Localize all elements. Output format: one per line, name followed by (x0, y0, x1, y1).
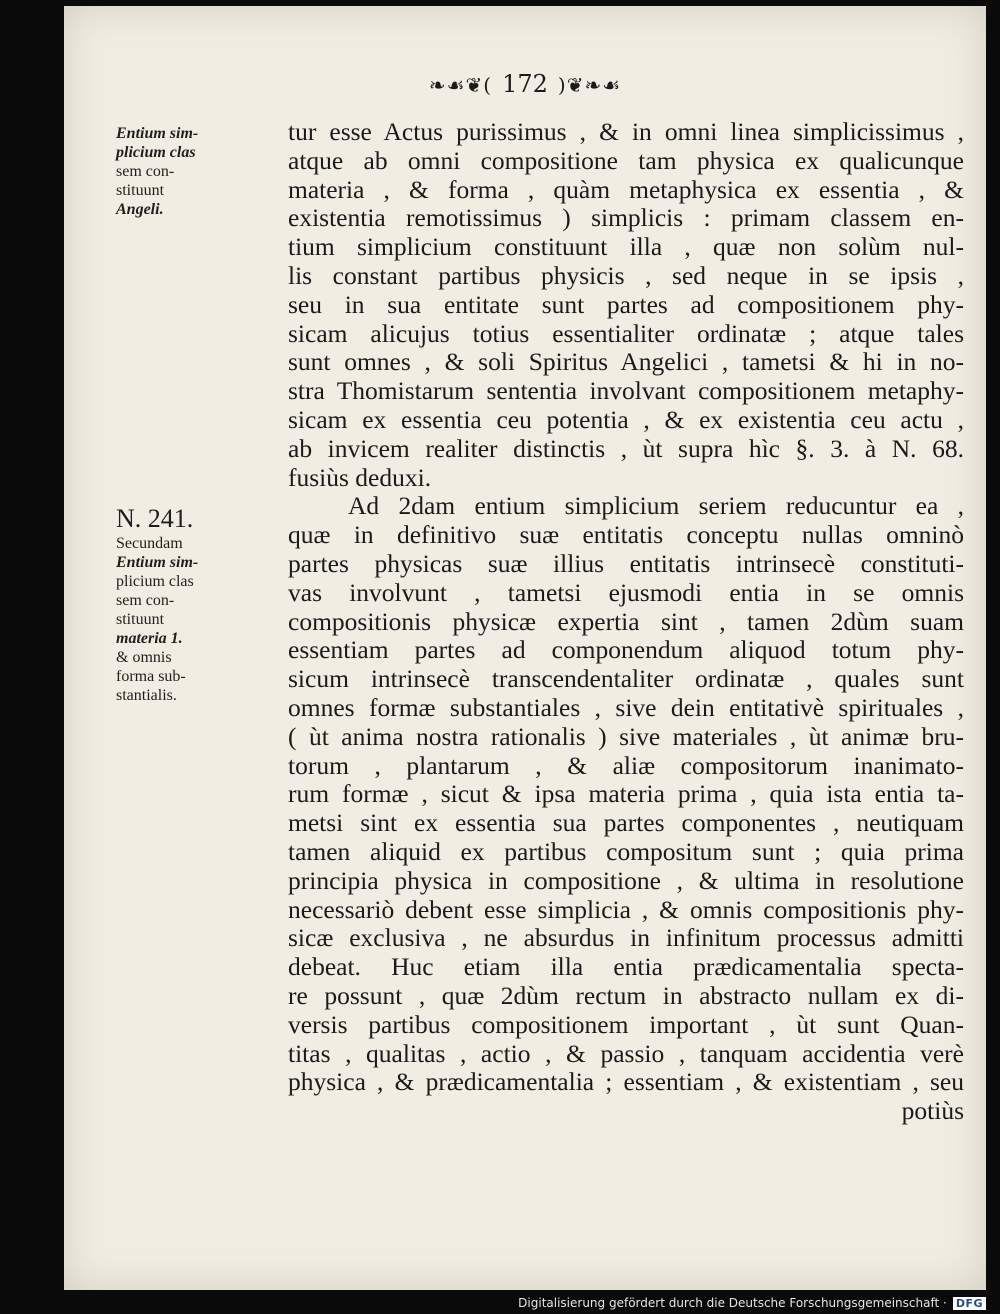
text-line: metsi sint ex essentia sua partes componentes , neutiquam (288, 808, 964, 838)
text-line: titas , qualitas , actio , & passio , tanquam accidentia verè (288, 1038, 964, 1068)
text-line: debeat. Huc etiam illa entia prædicamentalia specta- (288, 952, 964, 982)
margin-note-line: materia 1. (116, 630, 183, 647)
text-line: versis partibus compositionem important , ùt sunt Quan- (288, 1009, 964, 1039)
text-line: tamen aliquid ex partibus compositum sunt ; quia prima (288, 836, 964, 866)
text-line: necessariò debent esse simplicia , & omnis compositionis phy- (288, 894, 964, 924)
main-text (288, 118, 964, 1126)
margin-note-line: stantialis. (116, 687, 177, 704)
text-line: sicum intrinsecè transcendentaliter ordinatæ , quales sunt (288, 664, 964, 694)
text-line: tium simplicium constituunt illa , quæ non solùm nul- (288, 232, 964, 262)
text-line: torum , plantarum , & aliæ compositorum inanimato- (288, 750, 964, 780)
text-line: tur esse Actus purissimus , & in omni linea simplicissimus , (288, 117, 964, 146)
margin-note-angeli (116, 124, 286, 219)
text-line: omnes formæ substantiales , sive dein entitativè spirituales , (288, 692, 964, 722)
margin-note-line: forma sub- (116, 668, 186, 685)
margin-note-n241 (116, 504, 286, 705)
margin-note-line: Angeli. (116, 201, 164, 218)
ornament-right: )❦❧☙ (557, 73, 622, 97)
margin-note-line: stituunt (116, 611, 165, 628)
page-header (64, 70, 986, 98)
text-line: compositionis physicæ expertia sint , tamen 2dùm suam (288, 606, 964, 636)
margin-note-line: plicium clas (116, 573, 194, 590)
ornament-left: ❧☙❦( (428, 73, 493, 97)
margin-note-line: sem con- (116, 592, 175, 609)
footer-credit (518, 1296, 986, 1310)
margin-note-line: Entium sim- (116, 125, 199, 142)
margin-note-ref: N. 241. (116, 504, 194, 533)
margin-note-line: Secundam (116, 535, 183, 552)
text-line: Ad 2dam entium simplicium seriem reducuntur ea , (348, 491, 964, 521)
text-line: lis constant partibus physicis , sed neque in se ipsis , (288, 260, 964, 290)
text-line: sicæ exclusiva , ne absurdus in infinitum processus admitti (288, 923, 964, 953)
margin-note-line: sem con- (116, 163, 175, 180)
text-line: seu in sua entitate sunt partes ad compositionem phy- (288, 289, 964, 319)
document-page (64, 6, 986, 1290)
text-line: sunt omnes , & soli Spiritus Angelici , tametsi & hi in no- (288, 347, 964, 377)
text-line: sicam ex essentia ceu potentia , & ex existentia ceu actu , (288, 404, 964, 434)
page-number: 172 (502, 70, 548, 98)
text-line: materia , & forma , quàm metaphysica ex essentia , & (288, 174, 964, 204)
footer-text: Digitalisierung gefördert durch die Deutsche Forschungsgemeinschaft · (518, 1296, 947, 1310)
text-line: partes physicas suæ illius entitatis intrinsecè constituti- (288, 548, 964, 578)
text-line: quæ in definitivo suæ entitatis conceptu nullas omninò (288, 520, 964, 550)
dfg-logo: DFG (953, 1297, 986, 1310)
text-line: essentiam partes ad componendum aliquod totum phy- (288, 635, 964, 665)
margin-note-line: stituunt (116, 182, 165, 199)
text-line: atque ab omni compositione tam physica ex qualicunque (288, 145, 964, 175)
margin-note-line: & omnis (116, 649, 172, 666)
text-line: physica , & prædicamentalia ; essentiam , & existentiam , seu (288, 1067, 964, 1097)
text-line: stra Thomistarum sententia involvant compositionem metaphy- (288, 376, 964, 406)
text-line: ( ùt anima nostra rationalis ) sive materiales , ùt animæ bru- (288, 721, 964, 751)
text-line: existentia remotissimus ) simplicis : primam classem en- (288, 203, 964, 233)
margin-note-line: plicium clas (116, 144, 196, 161)
catchword: potiùs (901, 1096, 964, 1126)
text-line: principia physica in compositione , & ultima in resolutione (288, 865, 964, 895)
text-line: fusiùs deduxi. (288, 462, 432, 492)
margin-note-line: Entium sim- (116, 554, 199, 571)
text-line: sicam alicujus totius essentialiter ordinatæ ; atque tales (288, 318, 964, 348)
text-line: rum formæ , sicut & ipsa materia prima , quia ista entia ta- (288, 779, 964, 809)
text-line: re possunt , quæ 2dùm rectum in abstracto nullam ex di- (288, 980, 964, 1010)
text-line: vas involvunt , tametsi ejusmodi entia in se omnis (288, 577, 964, 607)
text-line: ab invicem realiter distinctis , ùt supra hìc §. 3. à N. 68. (288, 433, 964, 463)
